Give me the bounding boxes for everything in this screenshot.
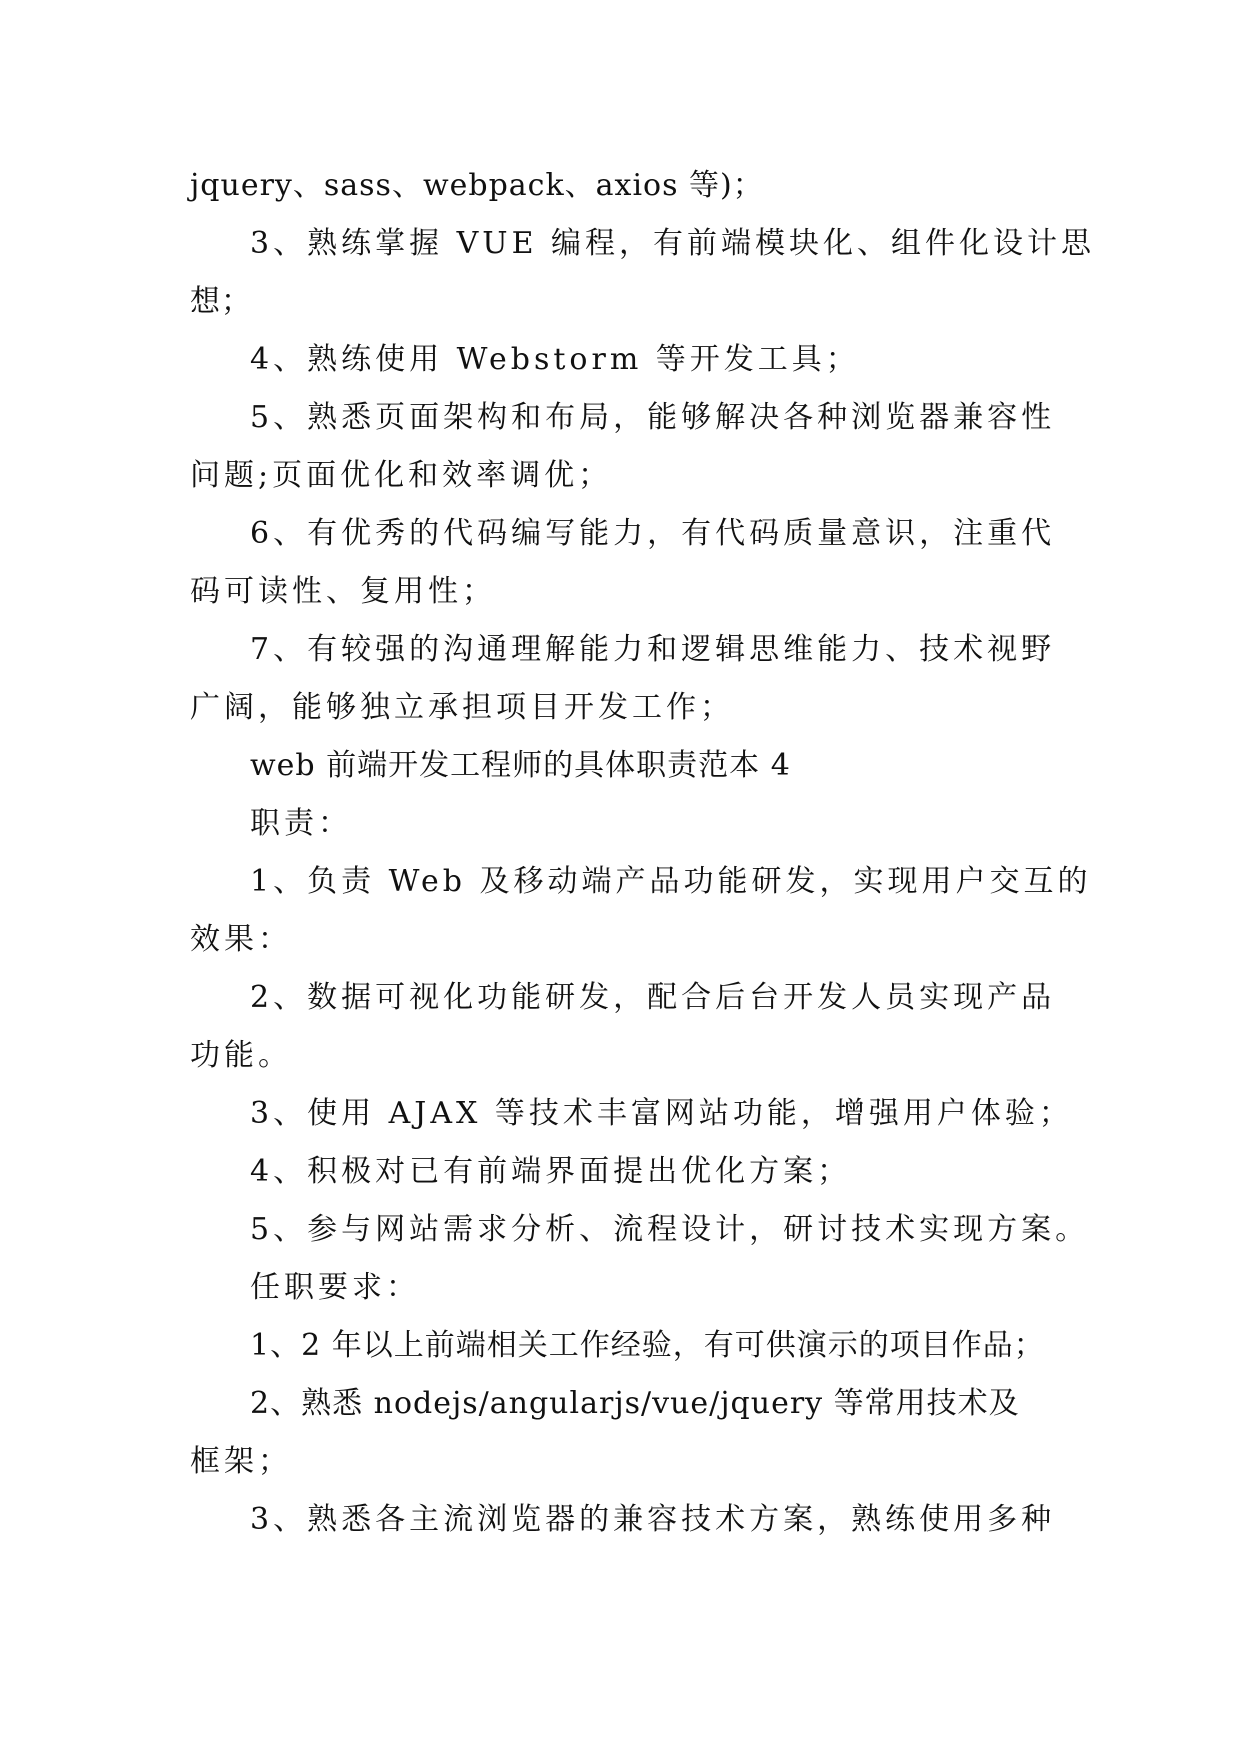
text-line: 问题;页面优化和效率调优； — [190, 458, 613, 493]
text-line: 功能。 — [190, 1038, 292, 1073]
subheading: 任职要求： — [250, 1270, 420, 1305]
text-line: 广阔，能够独立承担项目开发工作； — [190, 690, 734, 725]
text-line: 2、熟悉 nodejs/angularjs/vue/jquery 等常用技术及 — [250, 1386, 1020, 1421]
text-line: 码可读性、复用性； — [190, 574, 496, 609]
text-line: jquery、sass、webpack、axios 等)； — [190, 168, 764, 203]
section-heading: web 前端开发工程师的具体职责范本 4 — [250, 748, 791, 783]
text-line: 3、使用 AJAX 等技术丰富网站功能，增强用户体验； — [250, 1096, 1073, 1131]
text-line: 4、积极对已有前端界面提出优化方案； — [250, 1154, 852, 1189]
text-line: 效果： — [190, 922, 292, 957]
text-line: 3、熟练掌握 VUE 编程，有前端模块化、组件化设计思 — [250, 226, 1096, 261]
text-line: 1、负责 Web 及移动端产品功能研发，实现用户交互的 — [250, 864, 1092, 899]
subheading: 职责： — [250, 806, 352, 841]
text-line: 4、熟练使用 Webstorm 等开发工具； — [250, 342, 860, 377]
text-line: 想； — [190, 284, 252, 319]
text-line: 5、熟悉页面架构和布局，能够解决各种浏览器兼容性 — [250, 400, 1056, 435]
text-line: 3、熟悉各主流浏览器的兼容技术方案，熟练使用多种 — [250, 1502, 1056, 1537]
text-line: 1、2 年以上前端相关工作经验，有可供演示的项目作品； — [250, 1328, 1045, 1363]
text-line: 5、参与网站需求分析、流程设计，研讨技术实现方案。 — [250, 1212, 1090, 1247]
text-line: 框架； — [190, 1444, 292, 1479]
text-line: 6、有优秀的代码编写能力，有代码质量意识，注重代 — [250, 516, 1056, 551]
text-line: 2、数据可视化功能研发，配合后台开发人员实现产品 — [250, 980, 1056, 1015]
text-line: 7、有较强的沟通理解能力和逻辑思维能力、技术视野 — [250, 632, 1056, 667]
